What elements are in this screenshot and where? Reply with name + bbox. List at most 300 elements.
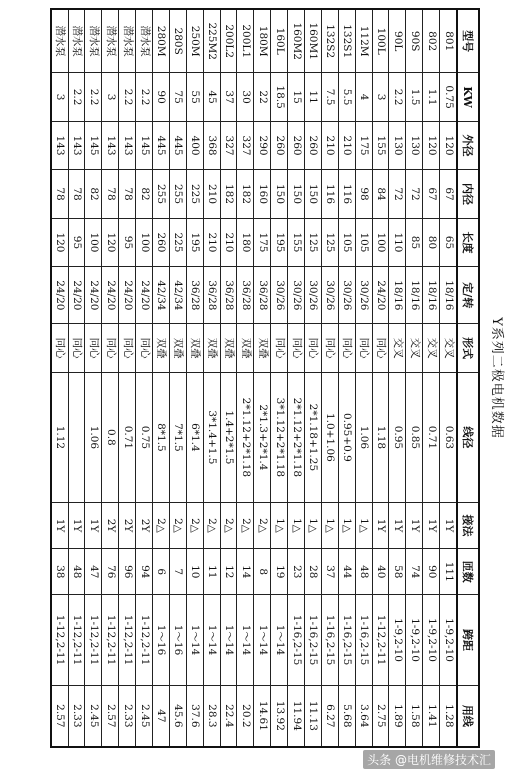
cell-slots: 36/28 [254, 267, 271, 324]
cell-length: 85 [406, 218, 423, 266]
cell-kw: 45 [203, 73, 220, 121]
cell-turns: 96 [119, 549, 136, 595]
cell-connection: 2△ [237, 502, 254, 548]
cell-length: 195 [186, 218, 203, 266]
cell-model: 132S2 [321, 9, 338, 73]
cell-slots: 24/20 [119, 267, 136, 324]
table-body [51, 9, 457, 747]
cell-connection: 2Y [102, 502, 119, 548]
cell-wire-usage: 22.4 [220, 685, 237, 747]
cell-length: 125 [321, 218, 338, 266]
cell-inner-diameter: 72 [389, 170, 406, 218]
cell-slots: 18/16 [389, 267, 406, 324]
cell-inner-diameter: 72 [406, 170, 423, 218]
table-row [119, 9, 136, 747]
cell-kw: 37 [220, 73, 237, 121]
cell-inner-diameter: 82 [136, 170, 153, 218]
cell-outer-diameter: 120 [423, 121, 440, 169]
cell-inner-diameter: 82 [85, 170, 102, 218]
cell-wire-usage: 2.45 [85, 685, 102, 747]
cell-winding-type: 同心 [372, 324, 389, 372]
cell-wire-diameter: 6*1.4 [186, 372, 203, 502]
cell-slots: 30/26 [355, 267, 372, 324]
cell-pitch: 1-9,2-10 [440, 595, 457, 685]
cell-inner-diameter: 78 [119, 170, 136, 218]
header-inner-diameter: 内径 [457, 170, 479, 218]
cell-turns: 90 [423, 549, 440, 595]
cell-turns: 6 [152, 549, 169, 595]
cell-kw: 1.5 [406, 73, 423, 121]
cell-turns: 10 [186, 549, 203, 595]
cell-model: 802 [423, 9, 440, 73]
cell-turns: 40 [372, 549, 389, 595]
cell-pitch: 1-16,2-15 [355, 595, 372, 685]
cell-kw: 18.5 [271, 73, 288, 121]
cell-outer-diameter: 175 [355, 121, 372, 169]
motor-data-table [50, 8, 480, 748]
cell-kw: 2.2 [85, 73, 102, 121]
cell-winding-type: 同心 [288, 324, 305, 372]
cell-slots: 18/16 [406, 267, 423, 324]
cell-inner-diameter: 116 [321, 170, 338, 218]
cell-outer-diameter: 130 [389, 121, 406, 169]
cell-pitch: 1-12,2-11 [51, 595, 68, 685]
table-row [203, 9, 220, 747]
cell-length: 175 [254, 218, 271, 266]
cell-wire-usage: 2.33 [119, 685, 136, 747]
cell-pitch: 1～16 [152, 595, 169, 685]
cell-kw: 4 [355, 73, 372, 121]
cell-wire-usage: 2.75 [372, 685, 389, 747]
cell-length: 105 [355, 218, 372, 266]
cell-outer-diameter: 143 [68, 121, 85, 169]
watermark: 头条 @电机维修技术汇 [363, 750, 495, 769]
cell-slots: 30/26 [271, 267, 288, 324]
cell-kw: 1.1 [423, 73, 440, 121]
cell-outer-diameter: 130 [406, 121, 423, 169]
table-row [169, 9, 186, 747]
cell-model: 90S [406, 9, 423, 73]
table-row [321, 9, 338, 747]
cell-connection: 1Y [440, 502, 457, 548]
cell-turns: 58 [389, 549, 406, 595]
cell-kw: 11 [304, 73, 321, 121]
cell-slots: 36/28 [237, 267, 254, 324]
cell-kw: 2.2 [389, 73, 406, 121]
cell-model: 潜水泵 [119, 9, 136, 73]
table-row [85, 9, 102, 747]
cell-length: 100 [85, 218, 102, 266]
cell-wire-diameter: 8*1.5 [152, 372, 169, 502]
cell-model: 132S1 [338, 9, 355, 73]
cell-outer-diameter: 210 [321, 121, 338, 169]
cell-slots: 36/28 [203, 267, 220, 324]
table-row [152, 9, 169, 747]
cell-outer-diameter: 143 [102, 121, 119, 169]
cell-winding-type: 交叉 [406, 324, 423, 372]
cell-length: 120 [51, 218, 68, 266]
cell-wire-usage: 2.57 [51, 685, 68, 747]
cell-model: 160M1 [304, 9, 321, 73]
header-kw: KW [457, 73, 479, 121]
header-pitch: 跨距 [457, 595, 479, 685]
cell-outer-diameter: 143 [119, 121, 136, 169]
cell-outer-diameter: 368 [203, 121, 220, 169]
cell-model: 潜水泵 [85, 9, 102, 73]
table-row [304, 9, 321, 747]
cell-connection: 1Y [423, 502, 440, 548]
cell-wire-diameter: 1.0+1.06 [321, 372, 338, 502]
cell-pitch: 1～14 [203, 595, 220, 685]
cell-length: 100 [136, 218, 153, 266]
cell-winding-type: 同心 [119, 324, 136, 372]
cell-pitch: 1～16 [169, 595, 186, 685]
cell-connection: 1△ [338, 502, 355, 548]
cell-model: 280M [152, 9, 169, 73]
cell-kw: 0.75 [440, 73, 457, 121]
cell-length: 125 [304, 218, 321, 266]
cell-turns: 28 [304, 549, 321, 595]
cell-pitch: 1-12,2-11 [68, 595, 85, 685]
cell-pitch: 1-9,2-10 [423, 595, 440, 685]
cell-inner-diameter: 255 [152, 170, 169, 218]
cell-wire-diameter: 3*1.4+1.5 [203, 372, 220, 502]
cell-length: 95 [119, 218, 136, 266]
cell-slots: 42/34 [169, 267, 186, 324]
table-row [372, 9, 389, 747]
cell-model: 200L2 [220, 9, 237, 73]
cell-connection: 1Y [51, 502, 68, 548]
cell-model: 250M [186, 9, 203, 73]
header-row [457, 9, 479, 747]
cell-connection: 1△ [355, 502, 372, 548]
cell-winding-type: 同心 [338, 324, 355, 372]
table-row [423, 9, 440, 747]
cell-wire-usage: 1.41 [423, 685, 440, 747]
cell-outer-diameter: 260 [288, 121, 305, 169]
cell-wire-usage: 1.89 [389, 685, 406, 747]
cell-wire-usage: 1.58 [406, 685, 423, 747]
cell-inner-diameter: 150 [288, 170, 305, 218]
cell-pitch: 1-16,2-15 [288, 595, 305, 685]
cell-model: 潜水泵 [68, 9, 85, 73]
cell-wire-diameter: 0.95+0.9 [338, 372, 355, 502]
cell-wire-diameter: 1.4+2*1.5 [220, 372, 237, 502]
cell-length: 110 [389, 218, 406, 266]
cell-winding-type: 双叠 [169, 324, 186, 372]
table-row [338, 9, 355, 747]
cell-turns: 44 [338, 549, 355, 595]
cell-kw: 55 [186, 73, 203, 121]
cell-model: 100L [372, 9, 389, 73]
cell-inner-diameter: 182 [237, 170, 254, 218]
header-length: 长度 [457, 218, 479, 266]
cell-connection: 2△ [254, 502, 271, 548]
table-row [51, 9, 68, 747]
cell-outer-diameter: 290 [254, 121, 271, 169]
cell-slots: 30/26 [304, 267, 321, 324]
cell-length: 195 [271, 218, 288, 266]
cell-length: 80 [423, 218, 440, 266]
cell-pitch: 1～14 [271, 595, 288, 685]
cell-wire-usage: 3.64 [355, 685, 372, 747]
cell-turns: 38 [51, 549, 68, 595]
cell-model: 160L [271, 9, 288, 73]
cell-slots: 24/20 [51, 267, 68, 324]
cell-kw: 22 [254, 73, 271, 121]
cell-winding-type: 交叉 [423, 324, 440, 372]
cell-outer-diameter: 260 [304, 121, 321, 169]
cell-turns: 12 [220, 549, 237, 595]
cell-inner-diameter: 210 [203, 170, 220, 218]
cell-length: 95 [68, 218, 85, 266]
cell-slots: 24/20 [102, 267, 119, 324]
cell-slots: 30/26 [288, 267, 305, 324]
cell-outer-diameter: 400 [186, 121, 203, 169]
header-turns: 匝数 [457, 549, 479, 595]
cell-turns: 23 [288, 549, 305, 595]
cell-outer-diameter: 145 [136, 121, 153, 169]
cell-outer-diameter: 210 [338, 121, 355, 169]
cell-kw: 15 [288, 73, 305, 121]
table-row [102, 9, 119, 747]
cell-length: 225 [169, 218, 186, 266]
cell-winding-type: 双叠 [186, 324, 203, 372]
table-row [406, 9, 423, 747]
cell-pitch: 1-12,2-11 [85, 595, 102, 685]
cell-winding-type: 同心 [304, 324, 321, 372]
cell-winding-type: 双叠 [220, 324, 237, 372]
cell-turns: 111 [440, 549, 457, 595]
cell-wire-usage: 45.6 [169, 685, 186, 747]
cell-winding-type: 同心 [68, 324, 85, 372]
rotated-sheet [8, 8, 508, 768]
cell-wire-usage: 28.3 [203, 685, 220, 747]
cell-pitch: 1～14 [186, 595, 203, 685]
cell-turns: 19 [271, 549, 288, 595]
cell-turns: 48 [68, 549, 85, 595]
cell-connection: 2Y [119, 502, 136, 548]
cell-turns: 47 [85, 549, 102, 595]
cell-pitch: 1-12,2-11 [102, 595, 119, 685]
cell-wire-diameter: 0.75 [136, 372, 153, 502]
cell-length: 260 [152, 218, 169, 266]
cell-turns: 76 [102, 549, 119, 595]
cell-kw: 3 [372, 73, 389, 121]
table-row [68, 9, 85, 747]
cell-connection: 1△ [304, 502, 321, 548]
table-row [355, 9, 372, 747]
cell-winding-type: 双叠 [152, 324, 169, 372]
cell-slots: 36/28 [220, 267, 237, 324]
cell-pitch: 1～14 [254, 595, 271, 685]
cell-outer-diameter: 145 [85, 121, 102, 169]
cell-length: 100 [372, 218, 389, 266]
cell-winding-type: 同心 [271, 324, 288, 372]
header-outer-diameter: 外径 [457, 121, 479, 169]
cell-slots: 42/34 [152, 267, 169, 324]
cell-winding-type: 同心 [85, 324, 102, 372]
cell-connection: 1△ [321, 502, 338, 548]
cell-turns: 11 [203, 549, 220, 595]
cell-wire-usage: 2.33 [68, 685, 85, 747]
cell-wire-usage: 11.94 [288, 685, 305, 747]
cell-inner-diameter: 150 [271, 170, 288, 218]
cell-pitch: 1-16,2-15 [304, 595, 321, 685]
cell-wire-usage: 11.13 [304, 685, 321, 747]
cell-wire-usage: 14.61 [254, 685, 271, 747]
cell-model: 潜水泵 [102, 9, 119, 73]
header-slots: 定/转 [457, 267, 479, 324]
cell-winding-type: 交叉 [440, 324, 457, 372]
cell-outer-diameter: 445 [152, 121, 169, 169]
cell-inner-diameter: 225 [186, 170, 203, 218]
cell-slots: 18/16 [423, 267, 440, 324]
cell-winding-type: 双叠 [203, 324, 220, 372]
cell-kw: 2.2 [119, 73, 136, 121]
cell-inner-diameter: 67 [423, 170, 440, 218]
cell-model: 801 [440, 9, 457, 73]
cell-length: 105 [338, 218, 355, 266]
cell-model: 225M2 [203, 9, 220, 73]
cell-kw: 3 [51, 73, 68, 121]
cell-inner-diameter: 150 [304, 170, 321, 218]
cell-kw: 30 [237, 73, 254, 121]
cell-wire-diameter: 0.95 [389, 372, 406, 502]
cell-outer-diameter: 120 [440, 121, 457, 169]
cell-slots: 18/16 [440, 267, 457, 324]
cell-slots: 30/26 [338, 267, 355, 324]
cell-length: 210 [203, 218, 220, 266]
cell-wire-usage: 6.27 [321, 685, 338, 747]
cell-inner-diameter: 116 [338, 170, 355, 218]
cell-length: 65 [440, 218, 457, 266]
cell-inner-diameter: 255 [169, 170, 186, 218]
cell-wire-diameter: 7*1.5 [169, 372, 186, 502]
cell-turns: 7 [169, 549, 186, 595]
cell-inner-diameter: 78 [68, 170, 85, 218]
cell-connection: 1Y [372, 502, 389, 548]
cell-inner-diameter: 84 [372, 170, 389, 218]
cell-outer-diameter: 143 [51, 121, 68, 169]
cell-inner-diameter: 67 [440, 170, 457, 218]
cell-winding-type: 同心 [51, 324, 68, 372]
cell-slots: 24/20 [68, 267, 85, 324]
cell-connection: 2△ [186, 502, 203, 548]
cell-pitch: 1-9,2-10 [389, 595, 406, 685]
cell-wire-usage: 20.2 [237, 685, 254, 747]
cell-outer-diameter: 327 [220, 121, 237, 169]
cell-slots: 24/20 [85, 267, 102, 324]
cell-length: 180 [237, 218, 254, 266]
cell-wire-diameter: 2*1.3+2*1.4 [254, 372, 271, 502]
cell-kw: 5.5 [338, 73, 355, 121]
cell-outer-diameter: 155 [372, 121, 389, 169]
cell-outer-diameter: 260 [271, 121, 288, 169]
cell-turns: 48 [355, 549, 372, 595]
cell-model: 潜水泵 [136, 9, 153, 73]
cell-wire-diameter: 0.85 [406, 372, 423, 502]
cell-wire-diameter: 1.18 [372, 372, 389, 502]
cell-kw: 2.2 [136, 73, 153, 121]
cell-model: 200L1 [237, 9, 254, 73]
table-title: Y系列二极电机数据 [489, 317, 504, 439]
cell-wire-usage: 1.28 [440, 685, 457, 747]
cell-length: 120 [102, 218, 119, 266]
header-wire-diameter: 线径 [457, 372, 479, 502]
table-row [254, 9, 271, 747]
cell-connection: 2△ [152, 502, 169, 548]
cell-slots: 30/26 [321, 267, 338, 324]
cell-wire-diameter [68, 372, 85, 502]
cell-turns: 94 [136, 549, 153, 595]
cell-inner-diameter: 182 [220, 170, 237, 218]
table-row [136, 9, 153, 747]
cell-outer-diameter: 445 [169, 121, 186, 169]
cell-turns: 74 [406, 549, 423, 595]
cell-inner-diameter: 160 [254, 170, 271, 218]
table-row [237, 9, 254, 747]
cell-wire-diameter: 2*1.12+2*1.18 [288, 372, 305, 502]
cell-model: 90L [389, 9, 406, 73]
cell-pitch: 1-16,2-15 [321, 595, 338, 685]
cell-inner-diameter: 78 [51, 170, 68, 218]
cell-model: 180M [254, 9, 271, 73]
cell-kw: 2.2 [68, 73, 85, 121]
cell-inner-diameter: 98 [355, 170, 372, 218]
cell-turns: 14 [237, 549, 254, 595]
cell-connection: 1Y [406, 502, 423, 548]
cell-connection: 2△ [220, 502, 237, 548]
cell-wire-diameter: 1.06 [355, 372, 372, 502]
cell-pitch: 1-12,2-11 [372, 595, 389, 685]
cell-winding-type: 同心 [102, 324, 119, 372]
cell-pitch: 1-9,2-10 [406, 595, 423, 685]
cell-connection: 2Y [136, 502, 153, 548]
cell-length: 210 [220, 218, 237, 266]
table-row [389, 9, 406, 747]
cell-pitch: 1～14 [237, 595, 254, 685]
header-wire-usage: 用线 [457, 685, 479, 747]
cell-slots: 24/20 [372, 267, 389, 324]
cell-model: 潜水泵 [51, 9, 68, 73]
cell-outer-diameter: 327 [237, 121, 254, 169]
cell-turns: 37 [321, 549, 338, 595]
cell-wire-usage: 5.68 [338, 685, 355, 747]
cell-connection: 1Y [389, 502, 406, 548]
table-row [186, 9, 203, 747]
cell-length: 155 [288, 218, 305, 266]
cell-wire-diameter: 1.06 [85, 372, 102, 502]
cell-wire-usage: 47 [152, 685, 169, 747]
cell-winding-type: 同心 [321, 324, 338, 372]
header-model: 型号 [457, 9, 479, 73]
cell-winding-type: 双叠 [254, 324, 271, 372]
cell-kw: 75 [169, 73, 186, 121]
cell-slots: 24/20 [136, 267, 153, 324]
cell-winding-type: 同心 [355, 324, 372, 372]
header-connection: 接法 [457, 502, 479, 548]
cell-wire-usage: 37.6 [186, 685, 203, 747]
cell-pitch: 1-12,2-11 [136, 595, 153, 685]
cell-pitch: 1～14 [220, 595, 237, 685]
cell-wire-usage: 2.45 [136, 685, 153, 747]
cell-inner-diameter: 78 [102, 170, 119, 218]
cell-wire-diameter: 0.63 [440, 372, 457, 502]
cell-kw: 90 [152, 73, 169, 121]
cell-connection: 1Y [68, 502, 85, 548]
cell-wire-diameter: 1.12 [51, 372, 68, 502]
